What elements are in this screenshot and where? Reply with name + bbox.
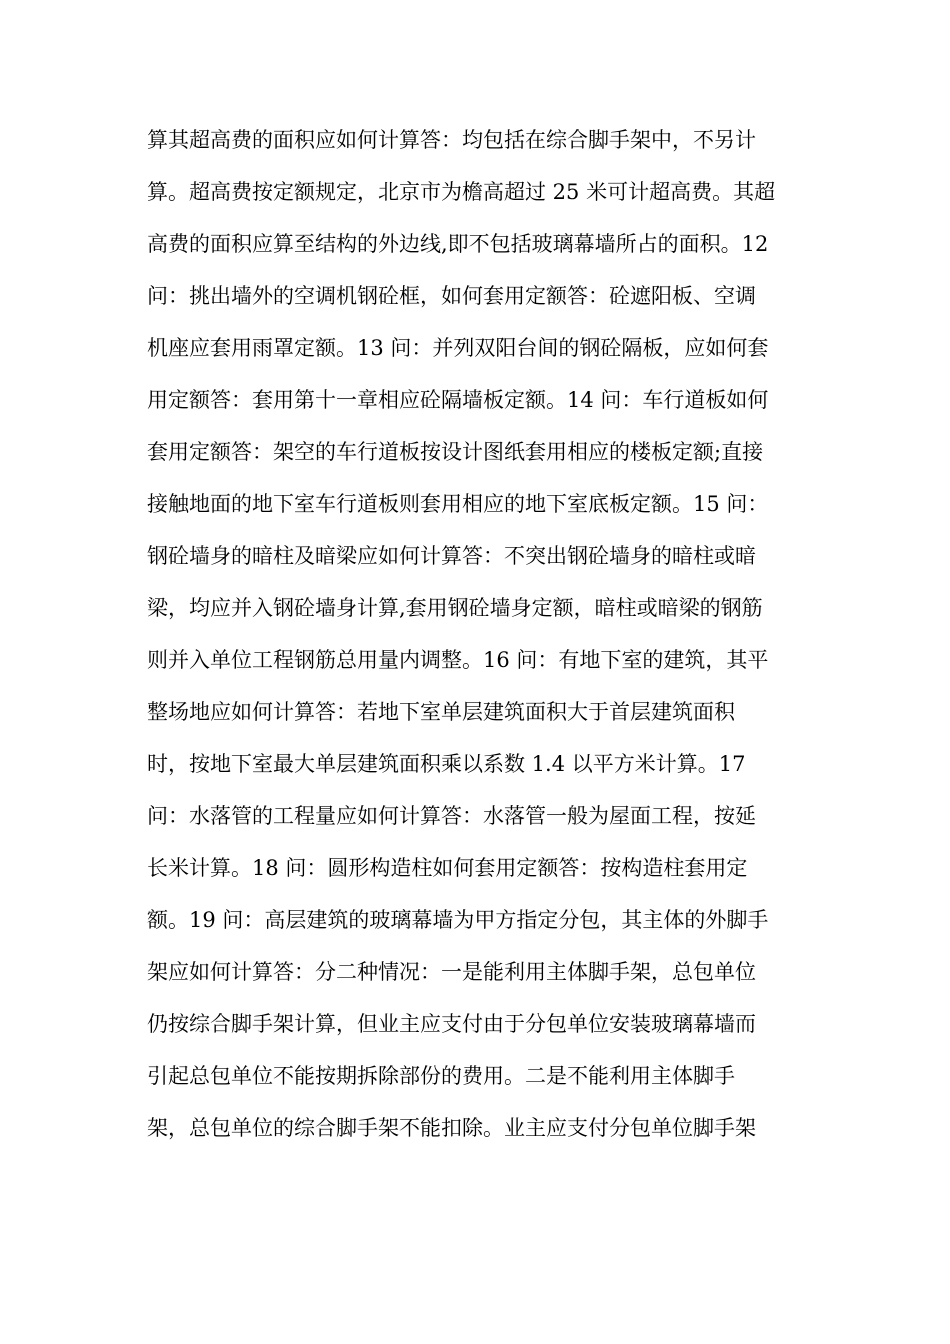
text-line-15: 长米计算。18 问：圆形构造柱如何套用定额答：按构造柱套用定 bbox=[147, 856, 748, 880]
text-line-10: 梁，均应并入钢砼墙身计算,套用钢砼墙身定额，暗柱或暗梁的钢筋 bbox=[147, 596, 763, 620]
text-line-13: 时，按地下室最大单层建筑面积乘以系数 1.4 以平方米计算。17 bbox=[147, 752, 746, 776]
text-line-2: 算。超高费按定额规定，北京市为檐高超过 25 米可计超高费。其超 bbox=[147, 180, 776, 204]
text-line-6: 用定额答：套用第十一章相应砼隔墙板定额。14 问：车行道板如何 bbox=[147, 388, 769, 412]
text-line-20: 架，总包单位的综合脚手架不能扣除。业主应支付分包单位脚手架 bbox=[147, 1116, 756, 1140]
text-line-19: 引起总包单位不能按期拆除部份的费用。二是不能利用主体脚手 bbox=[147, 1064, 735, 1088]
text-line-5: 机座应套用雨罩定额。13 问：并列双阳台间的钢砼隔板，应如何套 bbox=[147, 336, 769, 360]
body-text bbox=[147, 114, 807, 1154]
text-line-3: 高费的面积应算至结构的外边线,即不包括玻璃幕墙所占的面积。12 bbox=[147, 232, 769, 256]
text-line-9: 钢砼墙身的暗柱及暗梁应如何计算答：不突出钢砼墙身的暗柱或暗 bbox=[147, 544, 756, 568]
text-line-4: 问：挑出墙外的空调机钢砼框，如何套用定额答：砼遮阳板、空调 bbox=[147, 284, 756, 308]
text-line-8: 接触地面的地下室车行道板则套用相应的地下室底板定额。15 问： bbox=[147, 492, 769, 516]
text-line-7: 套用定额答：架空的车行道板按设计图纸套用相应的楼板定额;直接 bbox=[147, 440, 764, 464]
text-line-17: 架应如何计算答：分二种情况：一是能利用主体脚手架，总包单位 bbox=[147, 960, 756, 984]
text-line-1: 算其超高费的面积应如何计算答：均包括在综合脚手架中，不另计 bbox=[147, 128, 756, 152]
text-line-14: 问：水落管的工程量应如何计算答：水落管一般为屋面工程，按延 bbox=[147, 804, 756, 828]
text-line-18: 仍按综合脚手架计算，但业主应支付由于分包单位安装玻璃幕墙而 bbox=[147, 1012, 756, 1036]
text-line-11: 则并入单位工程钢筋总用量内调整。16 问：有地下室的建筑，其平 bbox=[147, 648, 769, 672]
text-line-16: 额。19 问：高层建筑的玻璃幕墙为甲方指定分包，其主体的外脚手 bbox=[147, 908, 769, 932]
text-line-12: 整场地应如何计算答：若地下室单层建筑面积大于首层建筑面积 bbox=[147, 700, 735, 724]
